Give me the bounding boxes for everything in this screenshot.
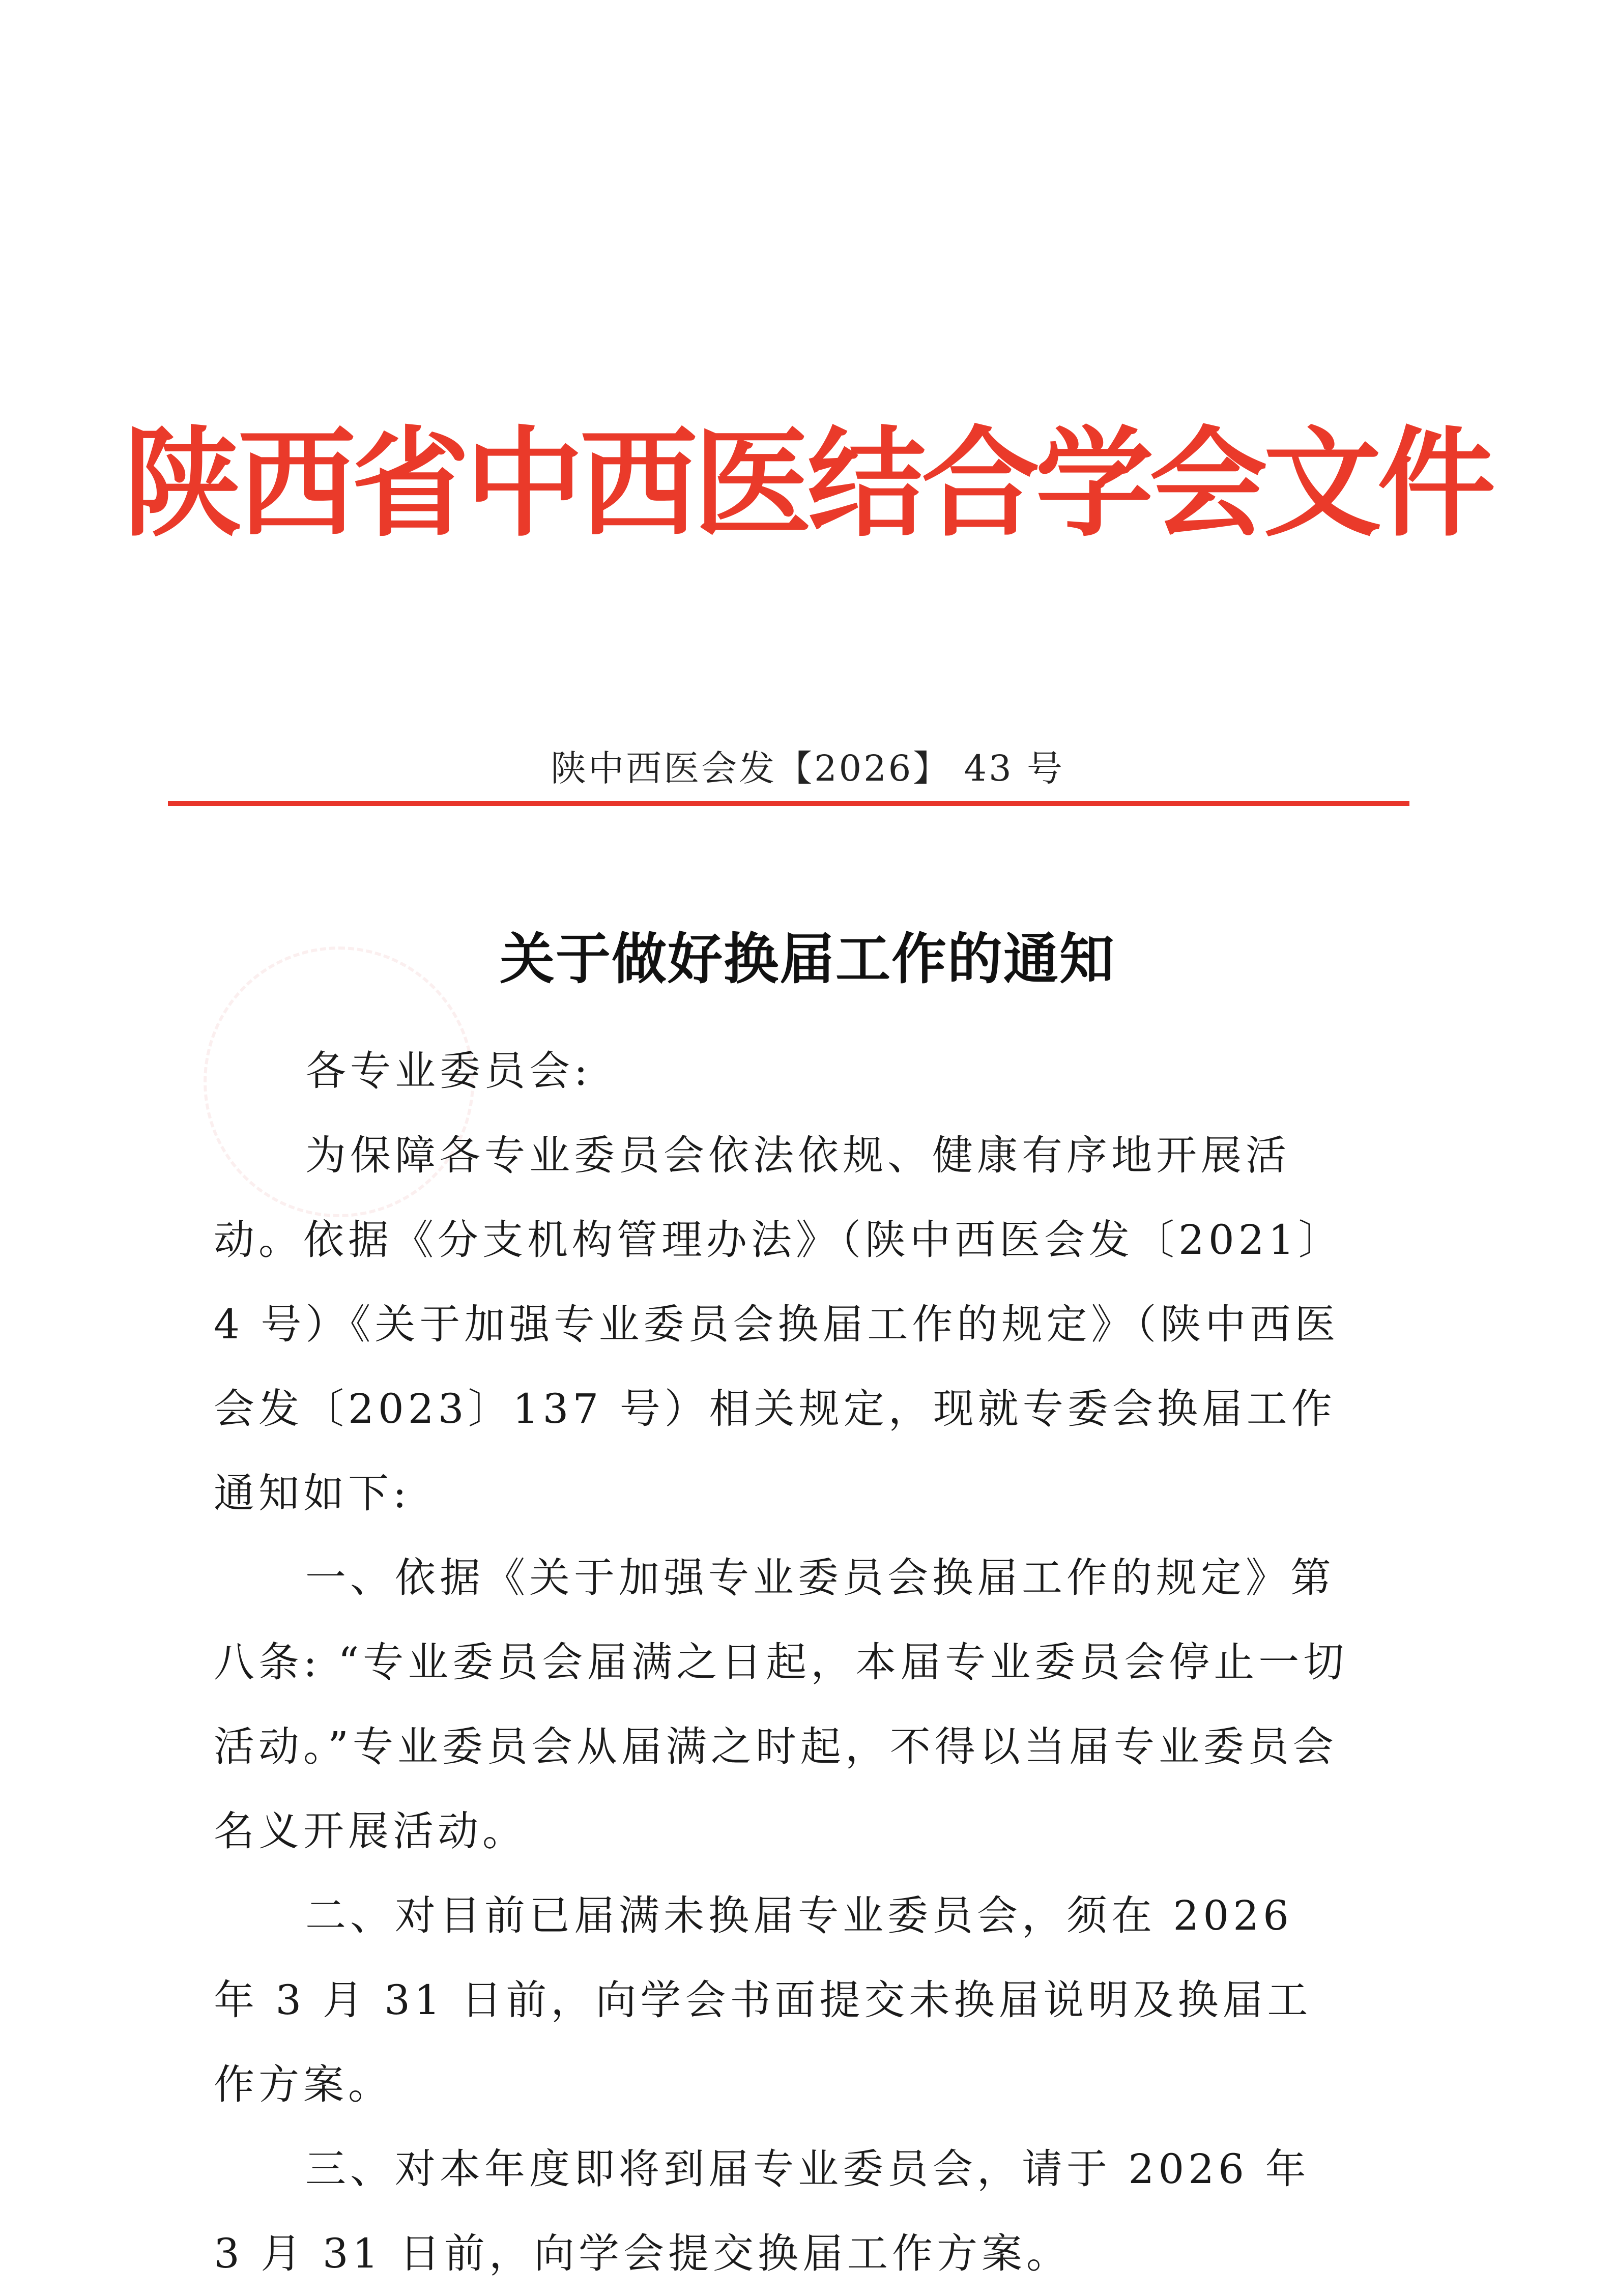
paragraph-item-3: 三、对本年度即将到届专业委员会，请于 2026 年 3 月 31 日前，向学会提交换届工作方案。 bbox=[214, 2145, 1310, 2277]
masthead-title: 陕西省中西医结合学会文件 bbox=[123, 414, 1491, 553]
notice-title: 关于做好换届工作的通知 bbox=[499, 927, 1115, 991]
paragraph-intro: 为保障各专业委员会依法依规、健康有序地开展活动。依据《分支机构管理办法》（陕中西医会发〔2021〕4 号）《关于加强专业委员会换届工作的规定》（陕中西医会发〔2023〕137 号）相关规定，现就专委会换届工作通知如下: bbox=[214, 1132, 1343, 1517]
paragraph-item-1: 一、依据《关于加强专业委员会换届工作的规定》第八条: “专业委员会届满之日起，本届专业委员会停止一切活动。”专业委员会从届满之时起，不得以当届专业委员会名义开展活动。 bbox=[214, 1554, 1348, 1855]
paragraph-item-2: 二、对目前已届满未换届专业委员会，须在 2026 年 3 月 31 日前，向学会书面提交未换届说明及换届工作方案。 bbox=[214, 1892, 1312, 2108]
red-divider-line bbox=[168, 801, 1409, 806]
notice-body bbox=[214, 1029, 1353, 2296]
salutation: 各专业委员会: bbox=[305, 1047, 592, 1095]
document-number: 陕中西医会发【2026】 43 号 bbox=[551, 748, 1064, 789]
